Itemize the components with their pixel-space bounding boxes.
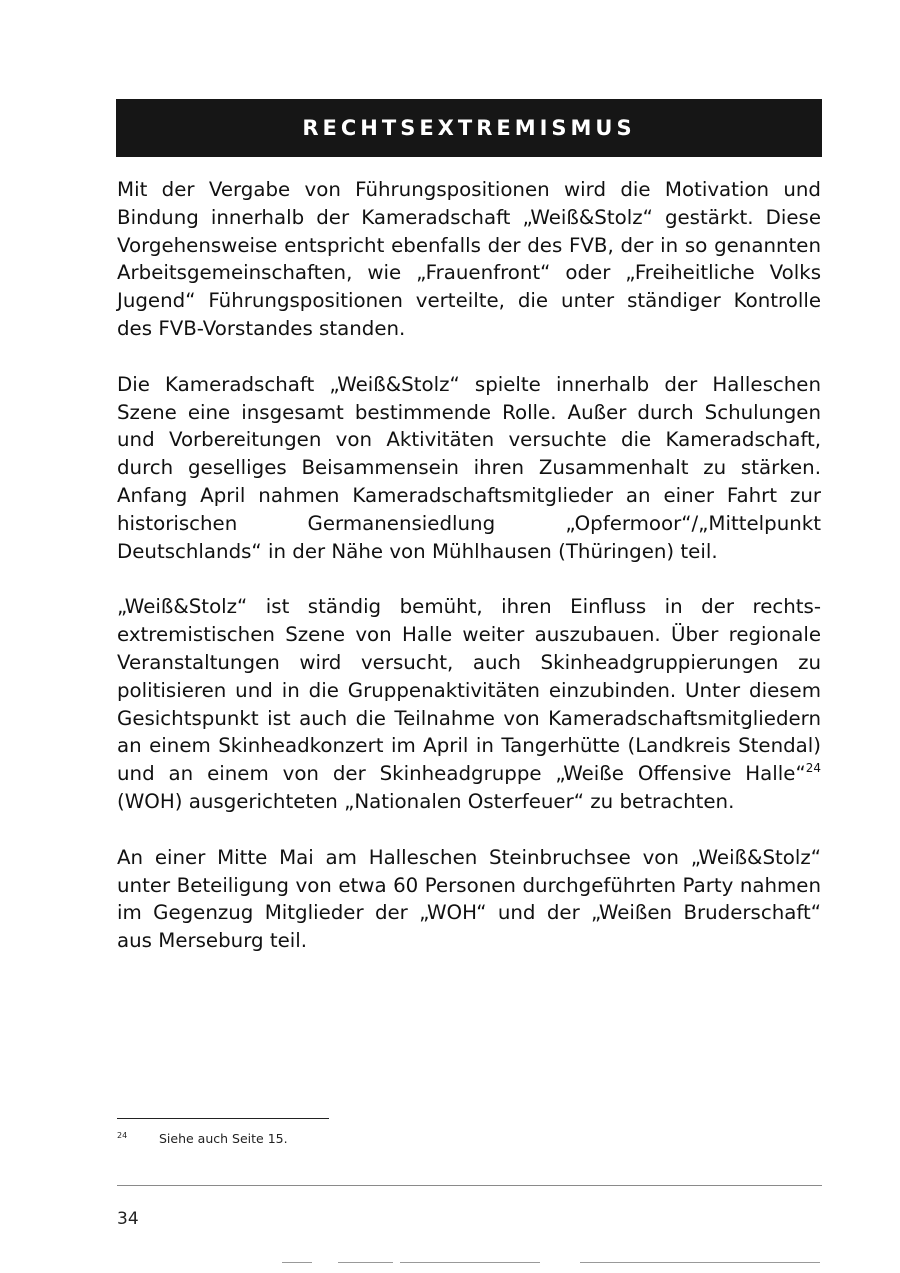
footnote-number: 24 [117, 1131, 128, 1140]
paragraph-1: Mit der Vergabe von Führungspositionen wird die Motivation und Bindung innerhalb der Kameradschaft „Weiß&Stolz“ gestärkt. Diese Vorgehensweise entspricht ebenfalls der des FVB, der in so genannten Arbeitsgemeinschaften, wie „Frauenfront“ oder „Freiheitliche Volks Jugend“ Führungspositionen verteilte, die unter ständiger Kontrolle des FVB-Vorstandes standen. [117, 178, 821, 340]
footnote-reference: 24 [805, 761, 821, 776]
paragraph-4: An einer Mitte Mai am Halleschen Steinbruchsee von „Weiß&Stolz“ unter Beteiligung von etwa 60 Personen durchgeführten Party nahmen im Gegenzug Mitglieder der „WOH“ und der „Weißen Bruderschaft“ aus Merseburg teil. [117, 845, 821, 953]
section-title: RECHTSEXTREMISMUS [302, 116, 636, 140]
scan-edge-line [400, 1262, 540, 1263]
body-text [117, 176, 821, 955]
footnote [117, 1128, 288, 1147]
section-header-bar [116, 99, 822, 157]
paragraph-2: Die Kameradschaft „Weiß&Stolz“ spielte innerhalb der Halleschen Szene eine insgesamt bestimmende Rolle. Außer durch Schulungen und Vorbereitungen von Aktivitäten versuchte die Kameradschaft, durch geselliges Beisammensein ihren Zusammenhalt zu stärken. Anfang April nahmen Kameradschaftsmitglieder an einer Fahrt zur historischen Germanensiedlung „Opfermoor“/„Mittelpunkt Deutschlands“ in der Nähe von Mühlhausen (Thüringen) teil. [117, 372, 821, 563]
footnote-text: Siehe auch Seite 15. [159, 1131, 288, 1146]
paragraph-3-text-a: „Weiß&Stolz“ ist ständig bemüht, ihren Einfluss in der rechtsextremistischen Szene von Halle weiter auszubauen. Über regionale Veranstaltungen wird versucht, auch Skinheadgruppierungen zu politisieren und in die Gruppenaktivitäten einzubinden. Unter diesem Gesichtspunkt ist auch die Teilnahme von Kameradschaftsmitgliedern an einem Skinheadkonzert im April in Tangerhütte (Landkreis Stendal) und an einem von der Skinheadgruppe „Weiße Offensive Halle“ [117, 595, 821, 786]
scan-edge-line [338, 1262, 393, 1263]
paragraph-3-text-b: (WOH) ausgerichteten „Nationalen Osterfeuer“ zu betrachten. [117, 789, 735, 813]
page-number: 34 [117, 1209, 139, 1229]
scan-edge-line [580, 1262, 820, 1263]
scan-edge-line [282, 1262, 312, 1263]
bottom-divider [117, 1185, 822, 1186]
footnote-divider [117, 1118, 329, 1119]
paragraph-3 [117, 593, 821, 815]
